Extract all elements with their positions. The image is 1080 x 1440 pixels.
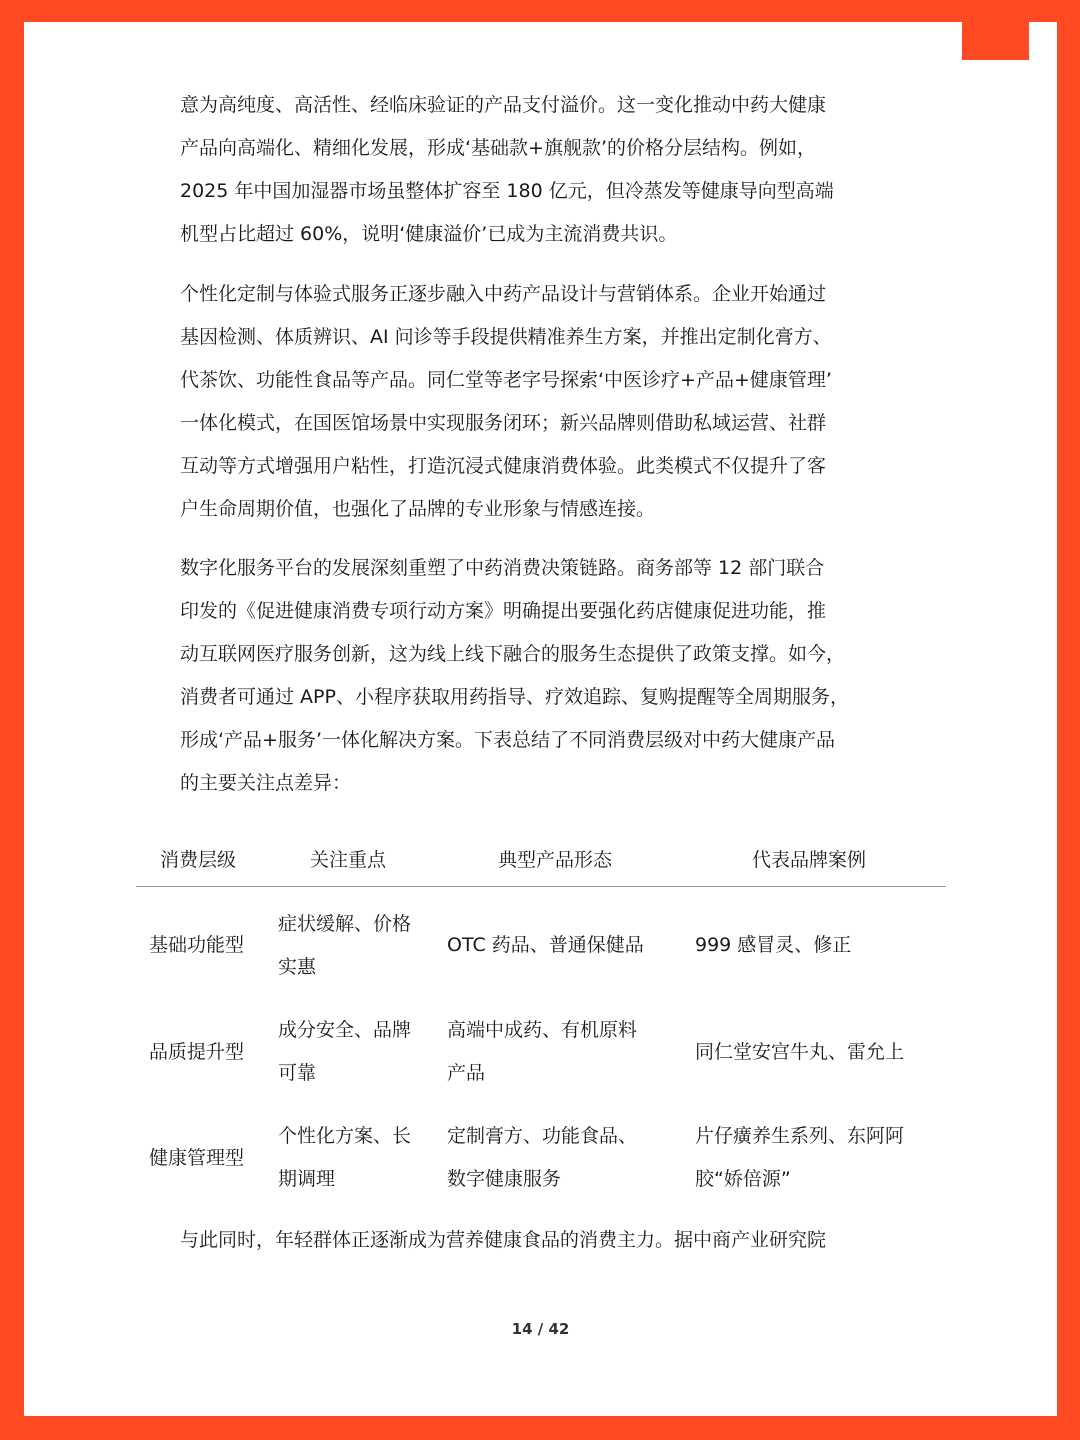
cell-line: 成分安全、品牌	[278, 1019, 412, 1041]
cell-line: 实惠	[278, 956, 317, 978]
paragraph-line: 户生命周期价值，也强化了品牌的专业形象与情感连接。	[180, 498, 656, 520]
header-level: 消费层级	[160, 849, 237, 871]
cell-line: 定制膏方、功能食品、	[447, 1125, 638, 1147]
paragraph-line: 与此同时，年轻群体正逐渐成为营养健康食品的消费主力。据中商产业研究院	[180, 1229, 827, 1251]
cell-brands: 999 感冒灵、修正	[695, 934, 852, 956]
page-number: 14 / 42	[511, 1320, 570, 1338]
cell-level: 品质提升型	[149, 1041, 245, 1063]
corner-tab-decoration	[962, 22, 1029, 60]
paragraph-line: 代茶饮、功能性食品等产品。同仁堂等老字号探索‘中医诊疗+产品+健康管理’	[180, 369, 832, 391]
paragraph-line: 消费者可通过 APP、小程序获取用药指导、疗效追踪、复购提醒等全周期服务，	[180, 686, 849, 708]
paragraph-line: 产品向高端化、精细化发展，形成‘基础款+旗舰款’的价格分层结构。例如，	[180, 137, 817, 159]
cell-line: 可靠	[278, 1062, 317, 1084]
cell-form	[447, 1009, 687, 1095]
paragraph-line: 的主要关注点差异：	[180, 772, 352, 794]
table-row	[136, 1109, 946, 1216]
cell-line: 症状缓解、价格	[278, 913, 412, 935]
header-focus: 关注重点	[310, 849, 387, 871]
cell-line: 期调理	[278, 1168, 336, 1190]
table-row	[136, 895, 946, 1002]
paragraph-line: 形成‘产品+服务’一体化解决方案。下表总结了不同消费层级对中药大健康产品	[180, 729, 836, 751]
consumer-tier-table	[136, 830, 946, 1216]
table-header	[136, 830, 946, 887]
paragraph-line: 动互联网医疗服务创新，这为线上线下融合的服务生态提供了政策支撑。如今，	[180, 643, 846, 665]
cell-brands: 同仁堂安宫牛丸、雷允上	[695, 1041, 905, 1063]
cell-focus	[278, 903, 438, 989]
paragraph-line: 一体化模式，在国医馆场景中实现服务闭环；新兴品牌则借助私域运营、社群	[180, 412, 827, 434]
cell-line: 产品	[447, 1062, 486, 1084]
cell-level: 基础功能型	[149, 934, 245, 956]
cell-form	[447, 1115, 687, 1201]
cell-focus	[278, 1009, 438, 1095]
paragraph-line: 印发的《促进健康消费专项行动方案》明确提出要强化药店健康促进功能，推	[180, 600, 827, 622]
paragraph-line: 意为高纯度、高活性、经临床验证的产品支付溢价。这一变化推动中药大健康	[180, 94, 827, 116]
cell-brands	[695, 1115, 945, 1201]
header-form: 典型产品形态	[498, 849, 613, 871]
paragraph-line: 数字化服务平台的发展深刻重塑了中药消费决策链路。商务部等 12 部门联合	[180, 557, 825, 579]
paragraph-4	[180, 1219, 905, 1262]
paragraph-2	[180, 273, 905, 531]
cell-line: 高端中成药、有机原料	[447, 1019, 638, 1041]
paragraph-line: 2025 年中国加湿器市场虽整体扩容至 180 亿元，但冷蒸发等健康导向型高端	[180, 180, 834, 202]
paragraph-1	[180, 84, 905, 256]
header-brands: 代表品牌案例	[752, 849, 867, 871]
document-page	[24, 22, 1057, 1416]
cell-level: 健康管理型	[149, 1147, 245, 1169]
paragraph-3	[180, 547, 905, 805]
cell-focus	[278, 1115, 438, 1201]
cell-line: 片仔癀养生系列、东阿阿	[695, 1125, 905, 1147]
cell-form: OTC 药品、普通保健品	[447, 934, 644, 956]
paragraph-line: 个性化定制与体验式服务正逐步融入中药产品设计与营销体系。企业开始通过	[180, 283, 827, 305]
cell-line: 胶“娇倍源”	[695, 1168, 791, 1190]
cell-line: 个性化方案、长	[278, 1125, 412, 1147]
paragraph-line: 互动等方式增强用户粘性，打造沉浸式健康消费体验。此类模式不仅提升了客	[180, 455, 827, 477]
paragraph-line: 机型占比超过 60%，说明‘健康溢价’已成为主流消费共识。	[180, 223, 678, 245]
paragraph-line: 基因检测、体质辨识、AI 问诊等手段提供精准养生方案，并推出定制化膏方、	[180, 326, 832, 348]
cell-line: 数字健康服务	[447, 1168, 562, 1190]
table-row	[136, 1002, 946, 1109]
